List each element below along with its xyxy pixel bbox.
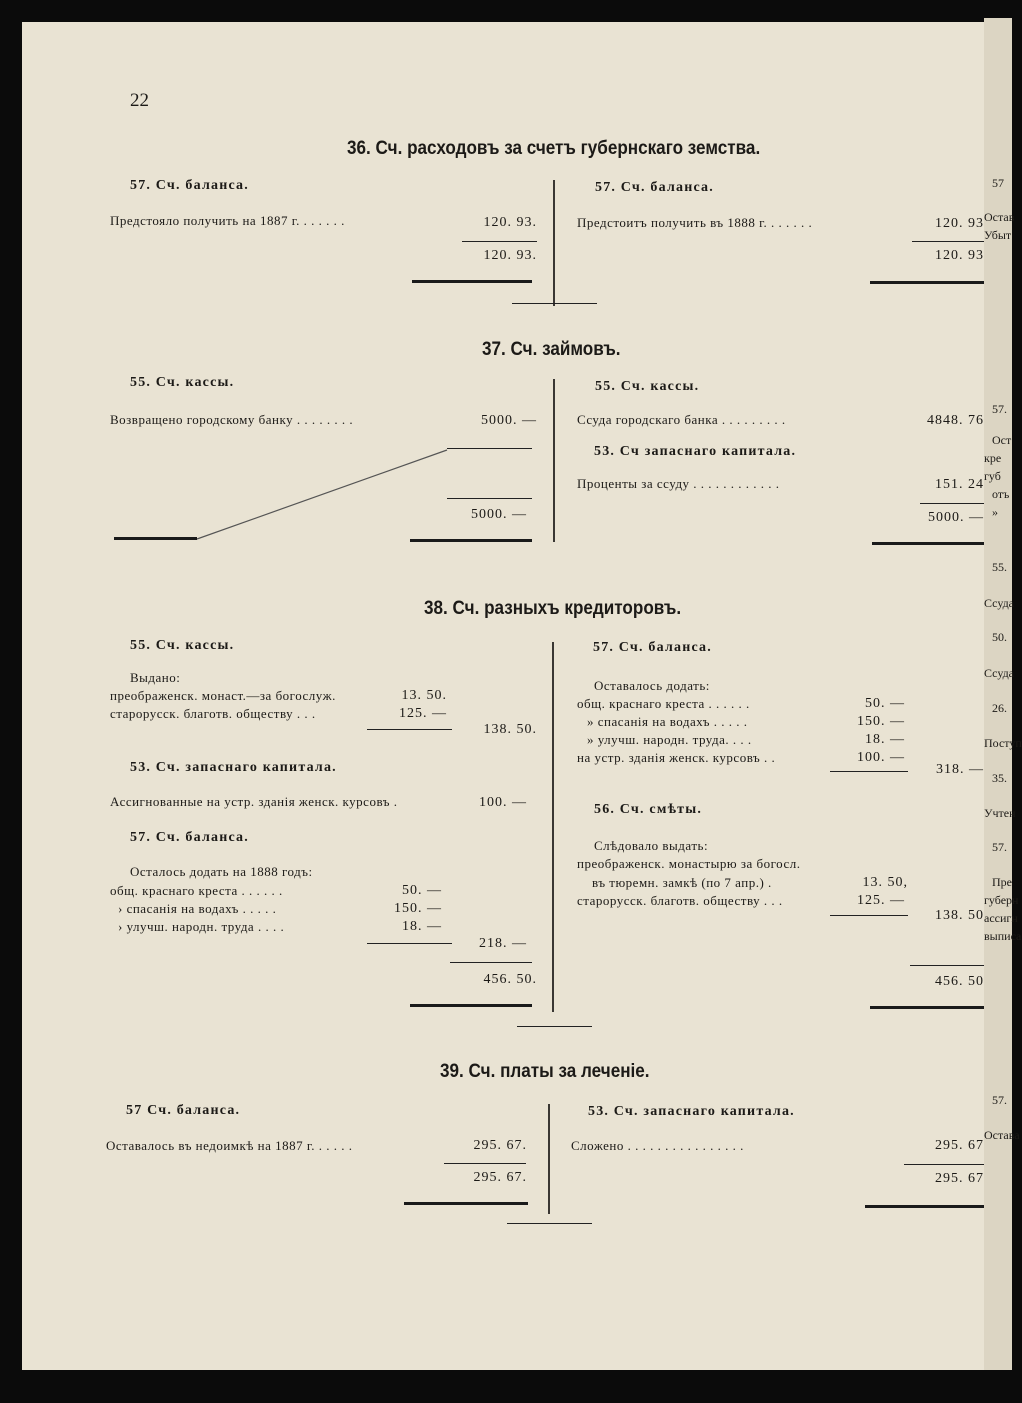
column-divider [553,180,555,306]
s38-left-heading3: 57. Сч. баланса. [130,830,249,845]
s38-left-subtotal3: 218. — [479,936,527,951]
rule [447,448,532,449]
page [22,22,984,1370]
s38-right-intro: Оставалось додать: [594,678,710,693]
s38-left-line3-amount: 50. — [402,883,442,898]
s38-right-total: 456. 50 [935,974,984,989]
rule [444,1163,526,1164]
s36-left-total: 120. 93. [483,248,537,263]
s38-left-line-amount: 13. 50. [401,688,447,703]
s38-left-line: старорусск. благотв. обществу . . . [110,706,316,721]
section-37-title: 37. Сч. займовъ. [482,339,621,360]
next-page-fragment: выписа [984,929,1022,943]
s38-right-line: на устр. зданія женск. курсовъ . . [577,750,776,765]
s38-left-line3: общ. краснаго креста . . . . . . [110,883,283,898]
rule [904,1164,984,1165]
rule [830,771,908,772]
s36-right-total: 120. 93 [935,248,984,263]
s38-left-line: преображенск. монаст.—за богослуж. [110,688,336,703]
s38-right-heading: 57. Сч. баланса. [593,640,712,655]
next-page-fragment: 57. [992,402,1007,416]
s39-right-row: Сложено . . . . . . . . . . . . . . . . [571,1138,744,1153]
s38-right-intro2: Слѣдовало выдать: [594,838,709,853]
rule [447,498,532,499]
s38-left-total: 456. 50. [483,972,537,987]
next-page-fragment: 57. [992,840,1007,854]
s38-right-line-amount: 100. — [857,750,905,765]
rule [410,539,532,542]
next-page-fragment: отъ [992,487,1010,501]
s38-left-intro3: Осталось додать на 1888 годъ: [130,864,313,879]
section-38-title: 38. Сч. разныхъ кредиторовъ. [424,598,682,619]
next-page-fragment: Пре [992,875,1012,889]
next-page-fragment: 26. [992,701,1007,715]
next-page-fragment: 57 [992,176,1004,190]
rule [114,537,197,540]
next-page-fragment: Ссуда [984,596,1014,610]
rule [870,281,984,284]
s36-left-heading: 57. Сч. баланса. [130,178,249,193]
next-page-edge [984,18,1022,1370]
s37-left-amount: 5000. — [481,413,537,428]
s37-left-row: Возвращено городскому банку . . . . . . . . [110,412,354,427]
rule [872,542,984,545]
s38-right-line2: старорусск. благотв. обществу . . . [577,893,783,908]
s36-right-amount: 120. 93 [935,216,984,231]
next-page-fragment: Учтен [984,806,1016,820]
s38-left-heading: 55. Сч. кассы. [130,638,235,653]
s39-right-amount: 295. 67 [935,1138,984,1153]
s37-right-row: Ссуда городскаго банка . . . . . . . . . [577,412,786,427]
next-page-fragment: ассигн [984,911,1018,925]
next-page-fragment: Ссуда [984,666,1014,680]
cancel-line [192,446,452,542]
rule [367,729,452,730]
s37-right-total: 5000. — [928,510,984,525]
section-39-title: 39. Сч. платы за леченіе. [440,1061,650,1082]
s38-right-line: » спасанія на водахъ . . . . . [587,714,748,729]
next-page-fragment: Остава [984,1128,1020,1142]
s39-right-total: 295. 67 [935,1171,984,1186]
s36-left-amount: 120. 93. [483,215,537,230]
next-page-fragment: » [992,505,998,519]
next-page-fragment: Убыт [984,228,1012,242]
s38-left-subtotal: 138. 50. [483,722,537,737]
next-page-fragment: Остав [984,210,1015,224]
s36-left-row: Предстояло получить на 1887 г. . . . . . . [110,213,345,228]
s38-right-line2: въ тюремн. замкѣ (по 7 апр.) . [592,875,772,890]
rule [517,1026,592,1027]
s38-right-line-amount: 150. — [857,714,905,729]
rule [367,943,452,944]
column-divider [552,642,554,1012]
s38-right-subtotal2: 138. 50 [935,908,984,923]
section-36-title: 36. Сч. расходовъ за счетъ губернскаго земства. [347,138,761,159]
s38-left-row2: Ассигнованные на устр. зданія женск. курсовъ . [110,794,398,809]
s38-left-intro: Выдано: [130,670,181,685]
s38-left-line3-amount: 18. — [402,919,442,934]
rule [450,962,532,963]
next-page-fragment: Ост [992,433,1012,447]
s38-right-subtotal: 318. — [936,762,984,777]
next-page-fragment: 50. [992,630,1007,644]
s37-right-heading2: 53. Сч запаснаго капитала. [594,444,797,459]
s39-left-row: Оставалось въ недоимкѣ на 1887 г. . . . . . [106,1138,353,1153]
s38-left-heading2: 53. Сч. запаснаго капитала. [130,760,337,775]
s38-right-heading2: 56. Сч. смѣты. [594,802,703,817]
rule [412,280,532,283]
rule [912,241,984,242]
next-page-fragment: 55. [992,560,1007,574]
s37-left-total: 5000. — [471,507,527,522]
rule [507,1223,592,1224]
next-page-fragment: 35. [992,771,1007,785]
s37-right-amount2: 151. 24 [935,477,984,492]
s38-right-line: общ. краснаго креста . . . . . . [577,696,750,711]
rule [404,1202,528,1205]
column-divider [548,1104,550,1214]
s37-left-heading: 55. Сч. кассы. [130,375,235,390]
rule [870,1006,984,1009]
rule [512,303,597,304]
s38-left-row2-amount: 100. — [479,795,527,810]
s38-left-line-amount: 125. — [399,706,447,721]
column-divider [553,379,555,542]
rule [462,241,537,242]
rule [830,915,908,916]
s37-right-heading: 55. Сч. кассы. [595,379,700,394]
s38-right-line: » улучш. народн. труда. . . . [587,732,752,747]
s36-right-row: Предстоитъ получить въ 1888 г. . . . . . . [577,215,813,230]
next-page-fragment: губ [984,469,1001,483]
rule [920,503,984,504]
s38-left-line3-amount: 150. — [394,901,442,916]
s38-right-line2: преображенск. монастырю за богосл. [577,856,801,871]
next-page-fragment: губерн [984,893,1019,907]
next-page-fragment: кре [984,451,1002,465]
s36-right-heading: 57. Сч. баланса. [595,180,714,195]
s39-left-total: 295. 67. [473,1170,527,1185]
rule [865,1205,984,1208]
s38-left-line3: › улучш. народн. труда . . . . [118,919,285,934]
s37-right-amount: 4848. 76 [927,413,984,428]
s38-right-line2-amount: 13. 50, [862,875,908,890]
next-page-fragment: Поступ [984,736,1022,750]
rule [410,1004,532,1007]
s38-right-line-amount: 18. — [865,732,905,747]
s39-left-heading: 57 Сч. баланса. [126,1103,241,1118]
rule [910,965,984,966]
page-number: 22 [130,90,149,111]
s39-left-amount: 295. 67. [473,1138,527,1153]
s38-right-line2-amount: 125. — [857,893,905,908]
s38-right-line-amount: 50. — [865,696,905,711]
s39-right-heading: 53. Сч. запаснаго капитала. [588,1104,795,1119]
next-page-fragment: 57. [992,1093,1007,1107]
s37-right-row2: Проценты за ссуду . . . . . . . . . . . . [577,476,780,491]
s38-left-line3: › спасанія на водахъ . . . . . [118,901,277,916]
